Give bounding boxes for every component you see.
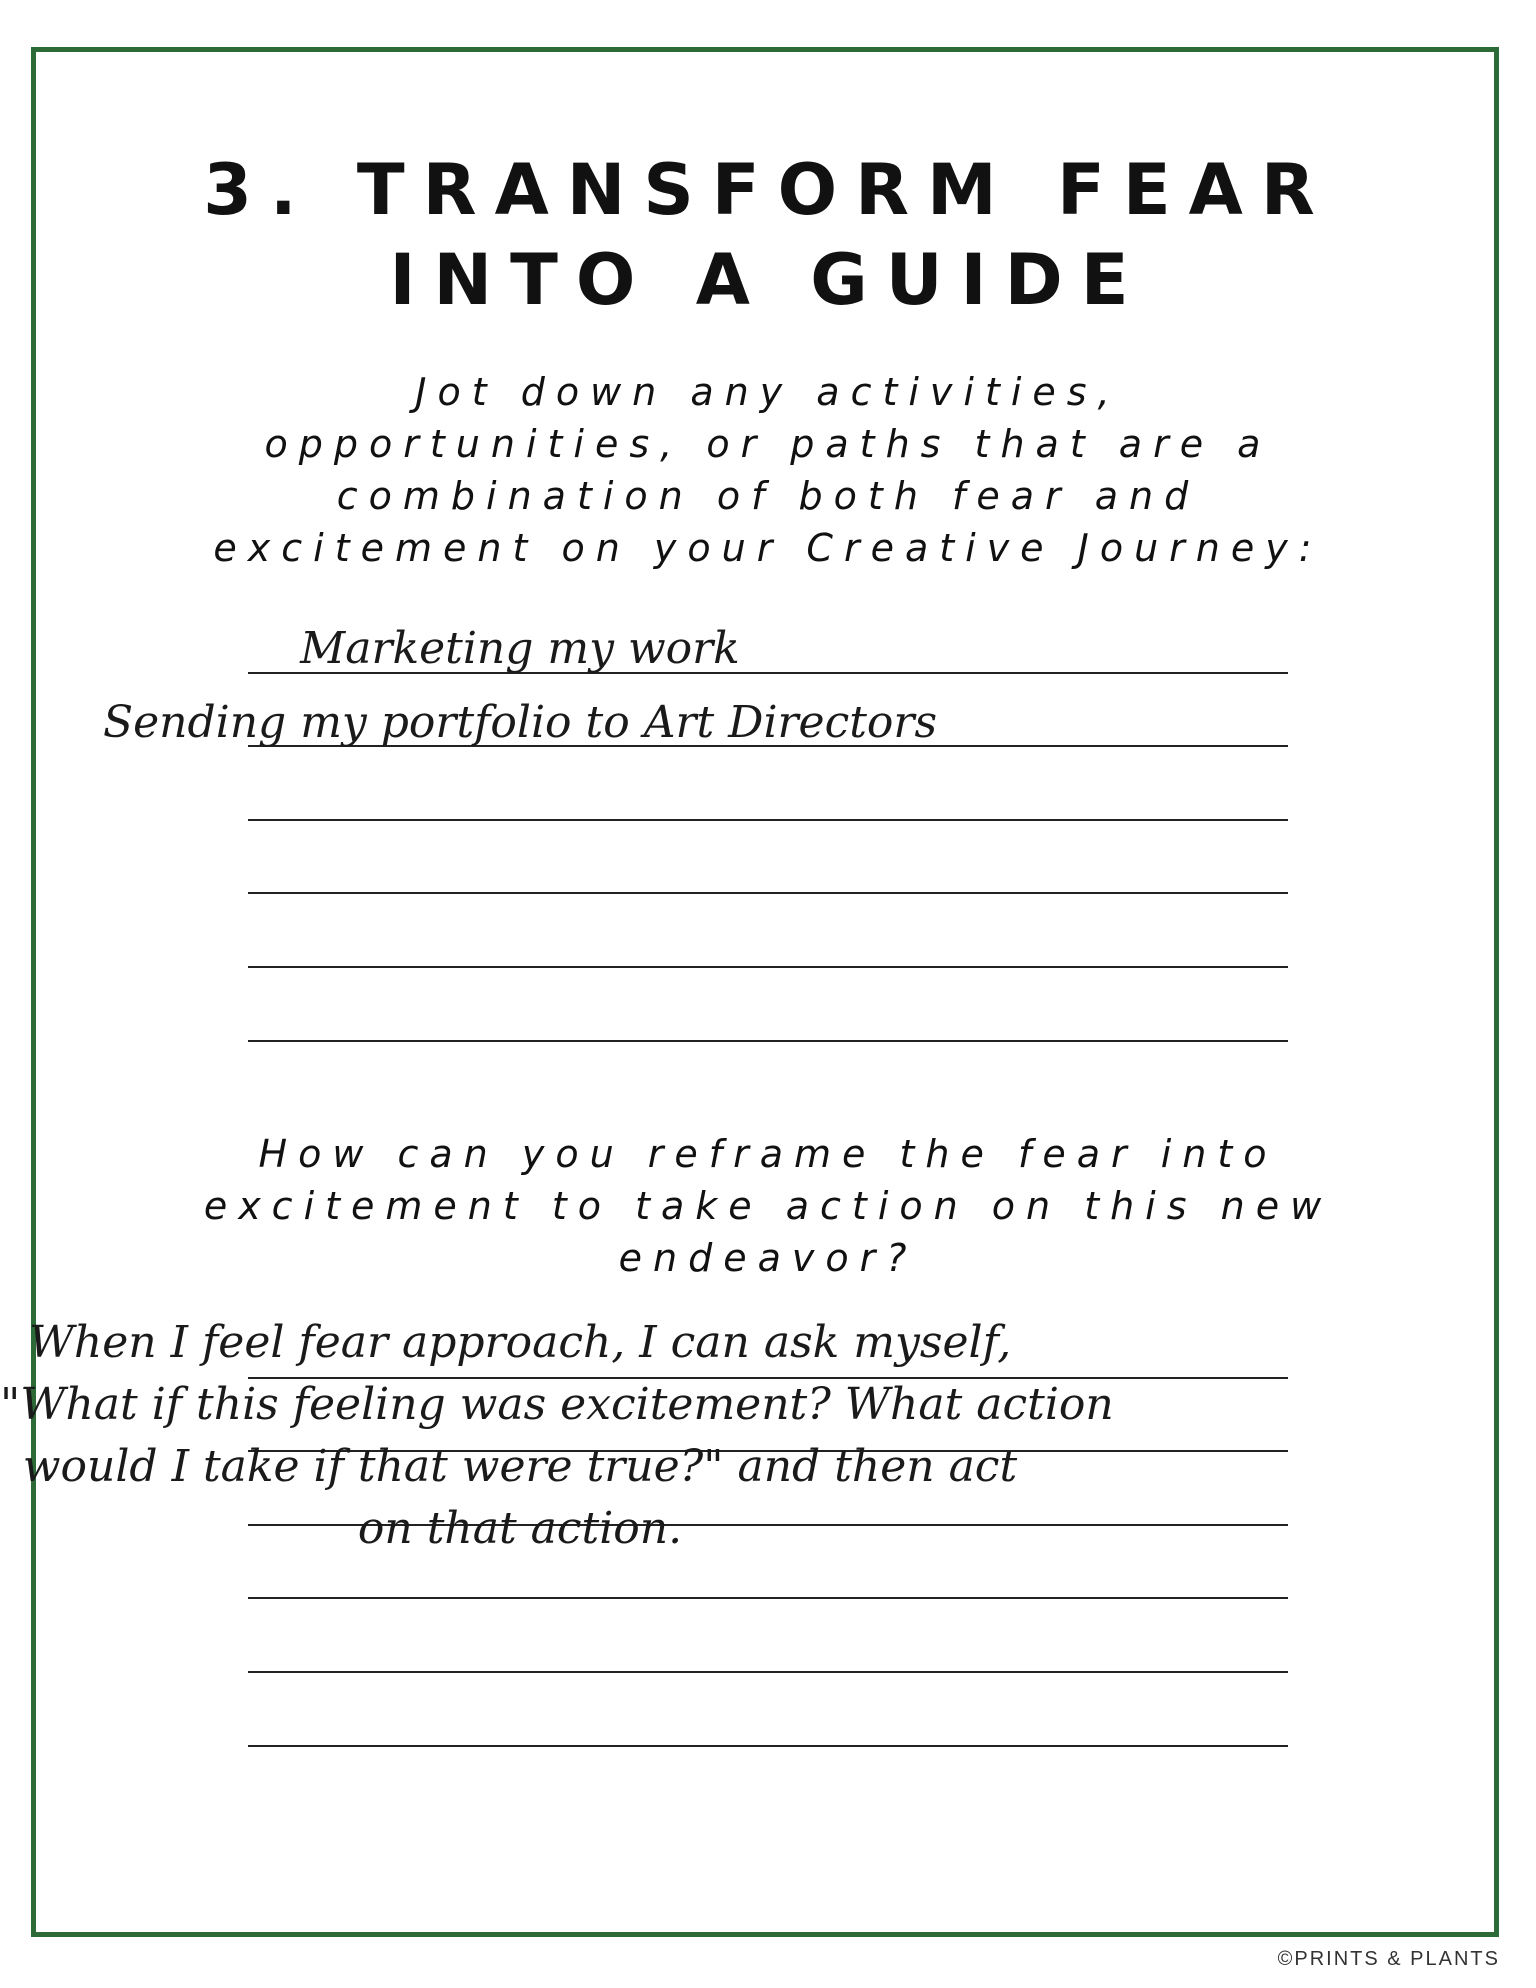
question-2-line: excitement to take action on this new (203, 1184, 1333, 1228)
question-1-line: excitement on your Creative Journey: (213, 526, 1323, 570)
page-title (0, 145, 1536, 325)
title-line-2: INTO A GUIDE (389, 239, 1147, 321)
writing-line[interactable] (248, 1599, 1288, 1673)
handwritten-answer-line: When I feel fear approach, I can ask myself, (28, 1317, 1012, 1368)
writing-line[interactable] (248, 894, 1288, 968)
writing-line[interactable] (248, 821, 1288, 895)
question-2-handwritten-answer (0, 1312, 1114, 1560)
question-1-line: combination of both fear and (336, 474, 1200, 518)
handwritten-answer: Marketing my work (300, 623, 740, 674)
question-2-line: How can you reframe the fear into (258, 1132, 1278, 1176)
handwritten-answer: Sending my portfolio to Art Directors (102, 696, 938, 748)
handwritten-answer-line: on that action. (357, 1503, 683, 1554)
question-1-line: Jot down any activities, (415, 370, 1121, 414)
question-1-handwritten-answers (0, 612, 1040, 759)
writing-line[interactable] (248, 1673, 1288, 1747)
copyright-footer: ©PRINTS & PLANTS (1277, 1948, 1500, 1970)
question-2-line: endeavor? (618, 1236, 918, 1280)
handwritten-answer-line: "What if this feeling was excitement? What action (0, 1379, 1114, 1430)
question-2-prompt (0, 1128, 1536, 1284)
question-1-line: opportunities, or paths that are a (264, 422, 1272, 466)
title-line-1: 3. TRANSFORM FEAR (203, 149, 1333, 231)
question-1-prompt (0, 366, 1536, 574)
handwritten-answer-line: would I take if that were true?" and then act (22, 1441, 1018, 1492)
writing-line[interactable] (248, 968, 1288, 1042)
